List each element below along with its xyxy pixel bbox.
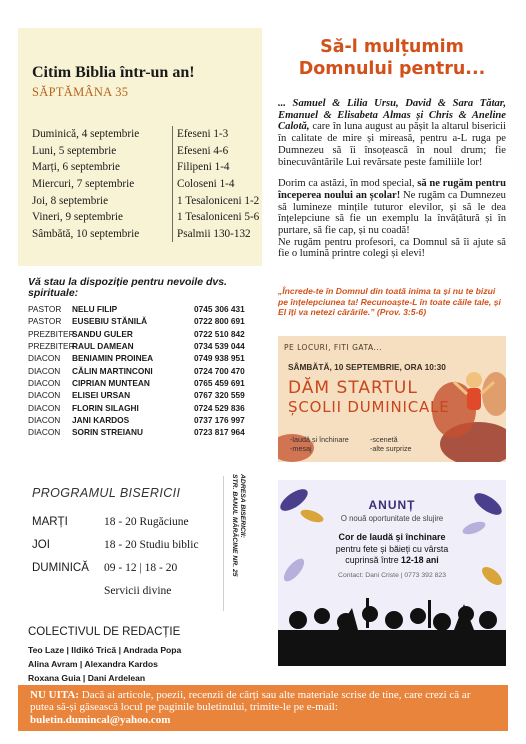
address-text: [230, 474, 246, 594]
reading-ref: Efeseni 1-3: [172, 126, 262, 143]
thanks-title: [278, 36, 506, 80]
program-day: [32, 585, 104, 597]
announcement-box: [278, 480, 506, 666]
contact-name: ELISEI URSAN: [72, 390, 131, 401]
contact-phone[interactable]: 0723 817 964: [194, 427, 245, 438]
contact-phone[interactable]: 0722 800 691: [194, 316, 245, 327]
reading-ref: Coloseni 1-4: [172, 176, 262, 193]
contact-phone[interactable]: 0724 700 470: [194, 365, 245, 376]
banner-subtitle: ȘCOLII DUMINICALE: [288, 398, 450, 416]
reading-ref: Psalmii 130-132: [172, 226, 262, 243]
choir-silhouette-icon: [278, 598, 506, 666]
contact-phone[interactable]: 0765 459 691: [194, 377, 245, 388]
contact-name: CĂLIN MARTINCONI: [72, 365, 153, 376]
editorial-title: COLECTIVUL DE REDACȚIE: [28, 626, 181, 638]
bible-week: SĂPTĂMÂNA 35: [32, 85, 129, 99]
thanks-names: ... Samuel & Lilia Ursu, David & Sara Tătar, Emanuel & Elisabeta Almas și Chris & Aneline Calotă,: [278, 98, 506, 133]
bible-reading-box: [18, 28, 262, 266]
contact-phone[interactable]: 0734 539 044: [194, 341, 245, 352]
banner-item: -alte surprize: [370, 443, 412, 453]
program-activity: 18 - 20 Studiu biblic: [104, 539, 199, 551]
contact-row: [28, 303, 260, 315]
contacts-list: [28, 303, 260, 438]
banner-tag: PE LOCURI, FITI GATA...: [284, 343, 383, 352]
announce-line: [278, 555, 506, 565]
program-activity: 09 - 12 | 18 - 20: [104, 562, 178, 574]
sunday-school-banner: [278, 336, 506, 462]
reading-ref: Efeseni 4-6: [172, 143, 262, 160]
program-row: [32, 516, 232, 528]
program-row: [32, 585, 232, 597]
reading-row: [32, 143, 262, 160]
banner-list-right: [370, 436, 412, 453]
bible-verse: „Încrede-te în Domnul din toată inima ta și nu te bizui pe înțelepciunea ta! Recunoaște-L în toate căile tale, și El îți va netezi cărările.” (Prov. 3:5-6): [278, 286, 501, 317]
program-title: PROGRAMUL BISERICII: [32, 486, 181, 500]
contact-role: PREZBITER: [28, 328, 75, 339]
editorial-line: Roxana Guia | Dani Ardelean: [28, 673, 146, 683]
contact-name: SORIN STREIANU: [72, 427, 143, 438]
church-address: [222, 474, 252, 600]
contact-role: DIACON: [28, 427, 61, 438]
child-head-icon: [466, 372, 482, 388]
contact-name: CIPRIAN MUNTEAN: [72, 377, 150, 388]
thanks-text: [278, 98, 506, 270]
announce-subtitle: O nouă oportunitate de slujire: [340, 514, 444, 523]
program-box: [18, 476, 224, 611]
program-day: JOI: [32, 539, 50, 551]
program-activity: Servicii divine: [104, 585, 172, 597]
banner-item: -laudă și închinare: [290, 435, 349, 444]
banner-item: -scenetă: [370, 435, 398, 444]
contact-row: [28, 389, 260, 401]
reading-row: [32, 226, 262, 243]
footer-text: Dacă ai articole, poezii, recenzii de cărți sau alte materiale scrise de tine, care crezi că ar putea să-și găsească locul pe paginile buletinului, trimite-le pe e-mail:: [30, 689, 471, 714]
child-body-icon: [467, 388, 481, 410]
reading-ref: Filipeni 1-4: [172, 159, 262, 176]
thanks-p2-rest: Ne rugăm ca Dumnezeu să lumineze mințile tuturor elevilor, și să le dea înțelepciune să fie un exemplu la învățătură și în purtare, să fie cap, și nu coadă!: [278, 189, 506, 237]
reading-day: Luni, 5 septembrie: [32, 144, 117, 157]
contact-role: DIACON: [28, 414, 61, 425]
contact-name: SANDU GULER: [72, 328, 133, 339]
bible-title: Citim Biblia într-un an!: [32, 64, 195, 81]
thanks-p1-rest: care în luna august au pășit la altarul bisericii în calitate de mire și mireasă, pentru a-L ruga pe Dumnezeu să îi însoțească în noul drum; fie binecuvântările Lui revărsate peste familiile lor!: [278, 121, 506, 168]
contact-phone[interactable]: 0749 938 951: [194, 353, 245, 364]
banner-list-left: [290, 436, 349, 453]
contact-name: FLORIN SILAGHI: [72, 402, 139, 413]
reading-day: Vineri, 9 septembrie: [32, 211, 123, 224]
address-street: STR. BANUL MĂRĂCINE NR. 25: [231, 474, 238, 577]
reading-day: Sâmbătă, 10 septembrie: [32, 227, 140, 240]
contact-role: DIACON: [28, 365, 61, 376]
reading-ref: 1 Tesaloniceni 1-2: [172, 192, 262, 209]
thanks-paragraph: [278, 178, 506, 260]
contact-phone[interactable]: 0724 529 836: [194, 402, 245, 413]
contact-role: DIACON: [28, 353, 61, 364]
contact-row: [28, 414, 260, 426]
reading-row: [32, 209, 262, 226]
reading-ref: 1 Tesaloniceni 5-6: [172, 209, 262, 226]
reading-row: [32, 176, 262, 193]
contact-row: [28, 426, 260, 438]
thanks-title-line2: Domnului pentru...: [298, 59, 486, 79]
contact-role: PREZBITER: [28, 341, 75, 352]
contact-role: PASTOR: [28, 304, 62, 315]
banner-title: DĂM STARTUL: [288, 378, 418, 398]
thanks-title-line1: Să-l mulțumim: [320, 37, 464, 57]
contact-row: [28, 340, 260, 352]
thanks-p2-bold: să ne rugăm pentru începerea noului an școlar!: [278, 178, 506, 201]
announce-contact: Contact: Dani Criste | 0773 392 823: [338, 572, 446, 579]
contact-phone[interactable]: 0737 176 997: [194, 414, 245, 425]
contact-role: DIACON: [28, 390, 61, 401]
contact-role: DIACON: [28, 402, 61, 413]
announce-title: ANUNȚ: [368, 498, 416, 512]
contact-phone[interactable]: 0745 306 431: [194, 304, 245, 315]
program-day: MARȚI: [32, 516, 68, 528]
reading-day: Joi, 8 septembrie: [32, 194, 109, 207]
contact-row: [28, 352, 260, 364]
reading-row: [32, 159, 262, 176]
reading-table: [32, 126, 262, 242]
reading-row: [32, 192, 262, 209]
reading-day: Marți, 6 septembrie: [32, 161, 120, 174]
contact-phone[interactable]: 0722 510 842: [194, 328, 245, 339]
contact-name: JANI KARDOS: [72, 414, 130, 425]
contact-name: RAUL DAMEAN: [72, 341, 134, 352]
editorial-line: Teo Laze | Ildikó Trică | Andrada Popa: [28, 645, 182, 655]
contact-role: DIACON: [28, 377, 61, 388]
reading-day: Duminică, 4 septembrie: [32, 128, 140, 141]
contact-role: PASTOR: [28, 316, 62, 327]
program-row: [32, 562, 232, 574]
reading-row: [32, 126, 262, 143]
tree-shape: [482, 372, 506, 416]
contact-row: [28, 401, 260, 413]
program-day: DUMINICĂ: [32, 562, 89, 574]
contact-name: NELU FILIP: [72, 304, 118, 315]
program-activity: 18 - 20 Rugăciune: [104, 516, 189, 528]
contact-name: BENIAMIN PROINEA: [72, 353, 154, 364]
reading-day: Miercuri, 7 septembrie: [32, 178, 135, 191]
footer-label: NU UITA:: [30, 689, 79, 701]
announce-line2-pre: cuprinsă între: [345, 555, 402, 565]
contact-phone[interactable]: 0767 320 559: [194, 390, 245, 401]
announce-age: 12-18 ani: [401, 555, 439, 565]
footer-email[interactable]: buletin.dumincal@yahoo.com: [30, 713, 171, 726]
thanks-p3: Ne rugăm pentru profesori, ca Domnul să îi ajute să fie o lumină printre colegi și elevi!: [278, 236, 506, 260]
contact-row: [28, 364, 260, 376]
contact-row: [28, 377, 260, 389]
contacts-heading: Vă stau la dispoziție pentru nevoile dvs. spirituale:: [28, 276, 227, 299]
contact-name: EUSEBIU STĂNILĂ: [72, 316, 148, 327]
contact-row: [28, 315, 260, 327]
banner-item: -mesaj: [290, 443, 312, 453]
announce-line: pentru fete și băieți cu vârsta: [335, 544, 449, 554]
banner-date: SÂMBĂTĂ, 10 SEPTEMBRIE, ORA 10:30: [288, 362, 446, 372]
thanks-p2-start: Dorim ca astăzi, în mod special,: [278, 178, 418, 190]
editorial-line: Alina Avram | Alexandra Kardos: [28, 659, 158, 669]
program-row: [32, 539, 232, 551]
contact-row: [28, 328, 260, 340]
announce-headline: Cor de laudă și închinare: [338, 532, 446, 542]
thanks-paragraph: [278, 98, 506, 168]
footer-box: [18, 685, 508, 731]
address-label: ADRESA BISERICII:: [239, 474, 246, 538]
